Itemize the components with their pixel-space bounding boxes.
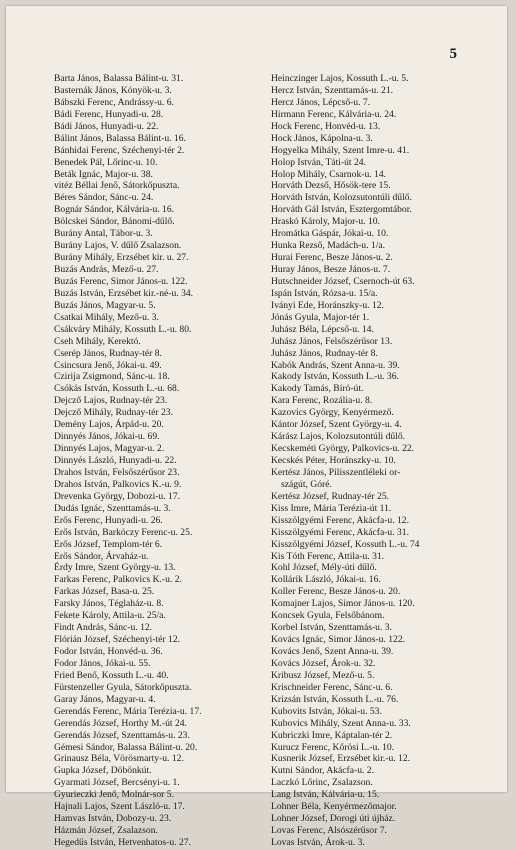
directory-entry: Gerendás József, Horthy M.-út 24. bbox=[54, 717, 187, 729]
directory-entry: Kutni Sándor, Akácfa-u. 2. bbox=[271, 765, 374, 777]
directory-entry: Kántor József, Szent György-u. 4. bbox=[271, 419, 402, 431]
directory-entry: Kovács Jenő, Szent Anna-u. 39. bbox=[271, 646, 394, 657]
directory-entry: Kabók András, Szent Anna-u. 39. bbox=[271, 359, 400, 371]
directory-entry: Érdy Imre, Szent György-u. 13. bbox=[54, 562, 176, 574]
directory-entry: Kertész József, Rudnay-tér 25. bbox=[271, 490, 390, 502]
directory-entry: Farsky János, Téglaház-u. 8. bbox=[54, 598, 164, 610]
directory-entry: Hercz János, Lépcső-u. 7. bbox=[271, 96, 371, 108]
directory-entry: Kertész János, Pilisszentléleki or- bbox=[271, 466, 401, 478]
directory-entry: Juhász János, Felsőszérűsor 13. bbox=[271, 335, 393, 347]
directory-entry: Hercz István, Szenttamás-u. 21. bbox=[271, 84, 394, 96]
directory-entry: Burány Lajos, V. dűlő Zsalazson. bbox=[54, 240, 182, 252]
directory-entry: Dinnyés László, Hunyadi-u. 22. bbox=[54, 455, 177, 466]
directory-entry: Laczkó Lőrinc, Zsalazson. bbox=[271, 777, 373, 789]
directory-entry: Grinausz Béla, Vörösmarty-u. 12. bbox=[54, 753, 184, 765]
directory-entry: Erős István, Barkóczy Ferenc-u. 25. bbox=[54, 526, 193, 538]
directory-entry: Kovács József, Árok-u. 32. bbox=[271, 657, 376, 669]
directory-entry: Bádi Ferenc, Hunyadi-u. 28. bbox=[54, 108, 164, 120]
directory-entry: Kis Tóth Ferenc, Attila-u. 31. bbox=[271, 550, 385, 562]
directory-entry: Kubovits István, Jókai-u. 53. bbox=[271, 705, 382, 717]
directory-entry: Cseh Mihály, Kerektó. bbox=[54, 335, 141, 347]
directory-entry: Holop Mihály, Csarnok-u. 14. bbox=[271, 168, 387, 180]
directory-entry: Hamvas István, Dobozy-u. 23. bbox=[54, 813, 172, 825]
directory-entry: Gémesi Sándor, Balassa Bálint-u. 20. bbox=[54, 741, 198, 753]
directory-entry: Gerendás József, Szenttamás-u. 23. bbox=[54, 729, 190, 741]
directory-entry: Kakody Tamás, Bíró-út. bbox=[271, 383, 364, 395]
directory-entry: Garay János, Magyar-u. 4. bbox=[54, 693, 156, 705]
directory-entry: Findt András, Sánc-u. 12. bbox=[54, 622, 153, 634]
directory-entry: Hajnali Lajos, Szent László-u. 17. bbox=[54, 801, 185, 813]
directory-entry: Kollárik László, Jókai-u. 16. bbox=[271, 574, 381, 586]
directory-entry: Lohner József, Dorogi úti újház. bbox=[271, 813, 396, 825]
directory-entry: Házmán József, Zsalazson. bbox=[54, 825, 158, 837]
directory-entry: Farkas József, Basa-u. 25. bbox=[54, 586, 155, 598]
directory-entry: Hunka Rezső, Madách-u. 1/a. bbox=[271, 240, 386, 252]
directory-entry: Béres Sándor, Sánc-u. 24. bbox=[54, 192, 154, 204]
directory-entry: Demény Lajos, Árpád-u. 20. bbox=[54, 419, 164, 431]
directory-entry: Horváth István, Kolozsutontúli dűlő. bbox=[271, 192, 412, 204]
directory-entry: Buzás János, Magyar-u. 5. bbox=[54, 299, 156, 311]
directory-entry: Koncsek Gyula, Felsőbánom. bbox=[271, 610, 385, 622]
directory-entry: Kecskés Péter, Horánszky-u. 10. bbox=[271, 455, 396, 466]
directory-entry: vitéz Béllai Jenő, Sátorkőpuszta. bbox=[54, 180, 180, 192]
directory-entry: Bölcskei Sándor, Bánomi-dűlő. bbox=[54, 216, 175, 228]
directory-entry: Csákváry Mihály, Kossuth L.-u. 80. bbox=[54, 323, 192, 335]
directory-entry: Juhász Béla, Lépcső-u. 14. bbox=[271, 323, 374, 335]
directory-entry: Krischneider Ferenc, Sánc-u. 6. bbox=[271, 681, 393, 693]
directory-entry: szágút, Góré. bbox=[281, 478, 332, 490]
directory-entry: Bognár Sándor, Kálvária-u. 16. bbox=[54, 204, 175, 216]
directory-entry: Erős Sándor, Árvaház-u. bbox=[54, 550, 149, 562]
directory-entry: Hurai Ferenc, Besze János-u. 2. bbox=[271, 252, 393, 264]
directory-entry: Kara Ferenc, Rozália-u. 8. bbox=[271, 395, 373, 407]
directory-entry: Iványi Ede, Horánszky-u. 12. bbox=[271, 299, 384, 311]
directory-entry: Huray János, Besze János-u. 7. bbox=[271, 264, 391, 275]
directory-entry: Dejcző Mihály, Rudnay-tér 23. bbox=[54, 407, 173, 419]
directory-entry: Hegedűs István, Hetvenhatos-u. 27. bbox=[54, 837, 191, 848]
directory-entry: Kárász Lajos, Kolozsutontúli dűlő. bbox=[271, 431, 406, 443]
directory-entry: Hirmann Ferenc, Kálvária-u. 24. bbox=[271, 108, 397, 120]
directory-entry: Gerendás Ferenc, Mária Terézia-u. 17. bbox=[54, 705, 202, 717]
directory-entry: Koller Ferenc, Besze János-u. 20. bbox=[271, 586, 401, 598]
directory-entry: Hock János, Kápolna-u. 3. bbox=[271, 132, 373, 144]
directory-entry: Kusnerik József, Erzsébet kir.-u. 12. bbox=[271, 753, 411, 765]
directory-entry: Dinnyés Lajos, Magyar-u. 2. bbox=[54, 443, 165, 455]
right-column bbox=[271, 73, 501, 849]
directory-entry: Drevenka György, Dobozi-u. 17. bbox=[54, 490, 181, 502]
directory-entry: Barta János, Balassa Bálint-u. 31. bbox=[54, 73, 184, 84]
directory-entry: Kisszölgyémi Ferenc, Akácfa-u. 12. bbox=[271, 514, 410, 526]
directory-entry: Bánhidai Ferenc, Széchenyi-tér 2. bbox=[54, 144, 185, 156]
directory-entry: Drahos István, Palkovics K.-u. 9. bbox=[54, 478, 182, 490]
directory-entry: Krizsán István, Kossuth L.-u. 76. bbox=[271, 693, 399, 705]
directory-entry: Juhász János, Rudnay-tér 8. bbox=[271, 347, 378, 359]
directory-entry: Fürstenzeller Gyula, Sátorkőpuszta. bbox=[54, 681, 192, 693]
directory-entry: Komajner Lajos, Simor János-u. 120. bbox=[271, 598, 415, 610]
directory-entry: Ispán István, Rózsa-u. 15/a. bbox=[271, 287, 378, 299]
directory-entry: Cserép János, Rudnay-tér 8. bbox=[54, 347, 162, 359]
directory-entry: Horváth Gál István, Esztergomtábor. bbox=[271, 204, 412, 216]
directory-entry: Kecskeméti György, Palkovics-u. 22. bbox=[271, 443, 415, 455]
directory-entry: Drahos István, Felsőszérűsor 23. bbox=[54, 466, 180, 478]
page-number: 5 bbox=[449, 46, 457, 62]
directory-entry: Jónás Gyula, Major-tér 1. bbox=[271, 311, 370, 323]
directory-entry: Lang István, Kálvária-u. 15. bbox=[271, 789, 380, 801]
directory-entry: Hraskó Károly, Major-u. 10. bbox=[271, 216, 380, 228]
directory-entry: Gyarmati József, Bercsényi-u. 1. bbox=[54, 777, 180, 789]
directory-entry: Bábszki Ferenc, Andrássy-u. 6. bbox=[54, 96, 174, 108]
directory-entry: Fodor István, Honvéd-u. 36. bbox=[54, 646, 163, 657]
directory-entry: Burány Antal, Tábor-u. 3. bbox=[54, 228, 153, 240]
directory-entry: Hromátka Gáspár, Jókai-u. 10. bbox=[271, 228, 389, 240]
left-column bbox=[54, 73, 266, 849]
document-page bbox=[6, 6, 507, 848]
directory-entry: Buzás István, Erzsébet kir.-né-u. 34. bbox=[54, 287, 194, 299]
directory-entry: Csókás István, Kossuth L.-u. 68. bbox=[54, 383, 180, 395]
directory-entry: Kisszölgyémi Ferenc, Akácfa-u. 31. bbox=[271, 526, 410, 538]
directory-entry: Fekete Károly, Attila-u. 25/a. bbox=[54, 610, 166, 622]
directory-entry: Korbel István, Szenttamás-u. 3. bbox=[271, 622, 392, 634]
directory-entry: Csincsura Jenő, Jókai-u. 49. bbox=[54, 359, 162, 371]
directory-entry: Kubriczki Imre, Káptalan-tér 2. bbox=[271, 729, 393, 741]
directory-entry: Kribusz József, Mező-u. 5. bbox=[271, 669, 375, 681]
directory-entry: Horváth Dezső, Hősök-tere 15. bbox=[271, 180, 391, 192]
directory-entry: Kiss Imre, Mária Terézia-út 11. bbox=[271, 502, 392, 514]
directory-entry: Benedek Pál, Lőrinc-u. 10. bbox=[54, 156, 158, 168]
directory-entry: Burány Mihály, Erzsébet kir. u. 27. bbox=[54, 252, 189, 264]
directory-entry: Erős József, Templom-tér 6. bbox=[54, 538, 163, 550]
directory-entry: Czirija Zsigmond, Sánc-u. 18. bbox=[54, 371, 170, 383]
directory-entry: Bálint János, Balassa Bálint-u. 16. bbox=[54, 132, 186, 144]
directory-entry: Heinczinger Lajos, Kossuth L.-u. 5. bbox=[271, 73, 409, 84]
directory-entry: Dinnyés János, Jókai-u. 69. bbox=[54, 431, 160, 443]
directory-entry: Kohl József, Mély-úti dűlő. bbox=[271, 562, 377, 574]
directory-entry: Dejcző Lajos, Rudnay-tér 23. bbox=[54, 395, 168, 407]
directory-entry: Gupka József, Döbönkút. bbox=[54, 765, 152, 777]
directory-entry: Kazovics György, Kenyérmező. bbox=[271, 407, 394, 419]
directory-entry: Kurucz Ferenc, Kőrösi L.-u. 10. bbox=[271, 741, 395, 753]
directory-entry: Lovas Ferenc, Alsószérűsor 7. bbox=[271, 825, 387, 837]
directory-entry: Kisszölgyémi József, Kossuth L.-u. 74 bbox=[271, 538, 420, 550]
directory-entry: Hock Ferenc, Honvéd-u. 13. bbox=[271, 120, 381, 132]
directory-entry: Beták Ignác, Major-u. 38. bbox=[54, 168, 153, 180]
directory-entry: Kovács Ignác, Simor János-u. 122. bbox=[271, 634, 406, 646]
directory-entry: Buzás András, Mező-u. 27. bbox=[54, 264, 159, 275]
directory-entry: Kubovics Mihály, Szent Anna-u. 33. bbox=[271, 717, 411, 729]
directory-entry: Buzás Ferenc, Simor János-u. 122. bbox=[54, 275, 188, 287]
directory-entry: Erős Ferenc, Hunyadi-u. 26. bbox=[54, 514, 163, 526]
directory-entry: Kakody István, Kossuth L.-u. 36. bbox=[271, 371, 399, 383]
directory-entry: Gyurieczki Jenő, Molnár-sor 5. bbox=[54, 789, 174, 801]
directory-entry: Lohner Béla, Kenyérmezőmajor. bbox=[271, 801, 397, 813]
directory-entry: Fried Benő, Kossuth L.-u. 40. bbox=[54, 669, 169, 681]
directory-entry: Lovas István, Árok-u. 3. bbox=[271, 837, 365, 848]
directory-entry: Dudás Ignác, Szenttamás-u. 3. bbox=[54, 502, 171, 514]
directory-entry: Hutschneider József, Csernoch-út 63. bbox=[271, 275, 415, 287]
directory-entry: Holop István, Táti-út 24. bbox=[271, 156, 366, 168]
directory-entry: Farkas Ferenc, Palkovics K.-u. 2. bbox=[54, 574, 182, 586]
directory-entry: Csatkai Mihály, Mező-u. 3. bbox=[54, 311, 159, 323]
directory-entry: Bádi János, Hunyadi-u. 22. bbox=[54, 120, 159, 132]
directory-entry: Fodor János, Jókai-u. 55. bbox=[54, 657, 151, 669]
directory-entry: Flórián József, Széchenyi-tér 12. bbox=[54, 634, 181, 646]
directory-entry: Basternák János, Kónyök-u. 3. bbox=[54, 84, 172, 96]
directory-entry: Hogyelka Mihály, Szent Imre-u. 41. bbox=[271, 144, 410, 156]
